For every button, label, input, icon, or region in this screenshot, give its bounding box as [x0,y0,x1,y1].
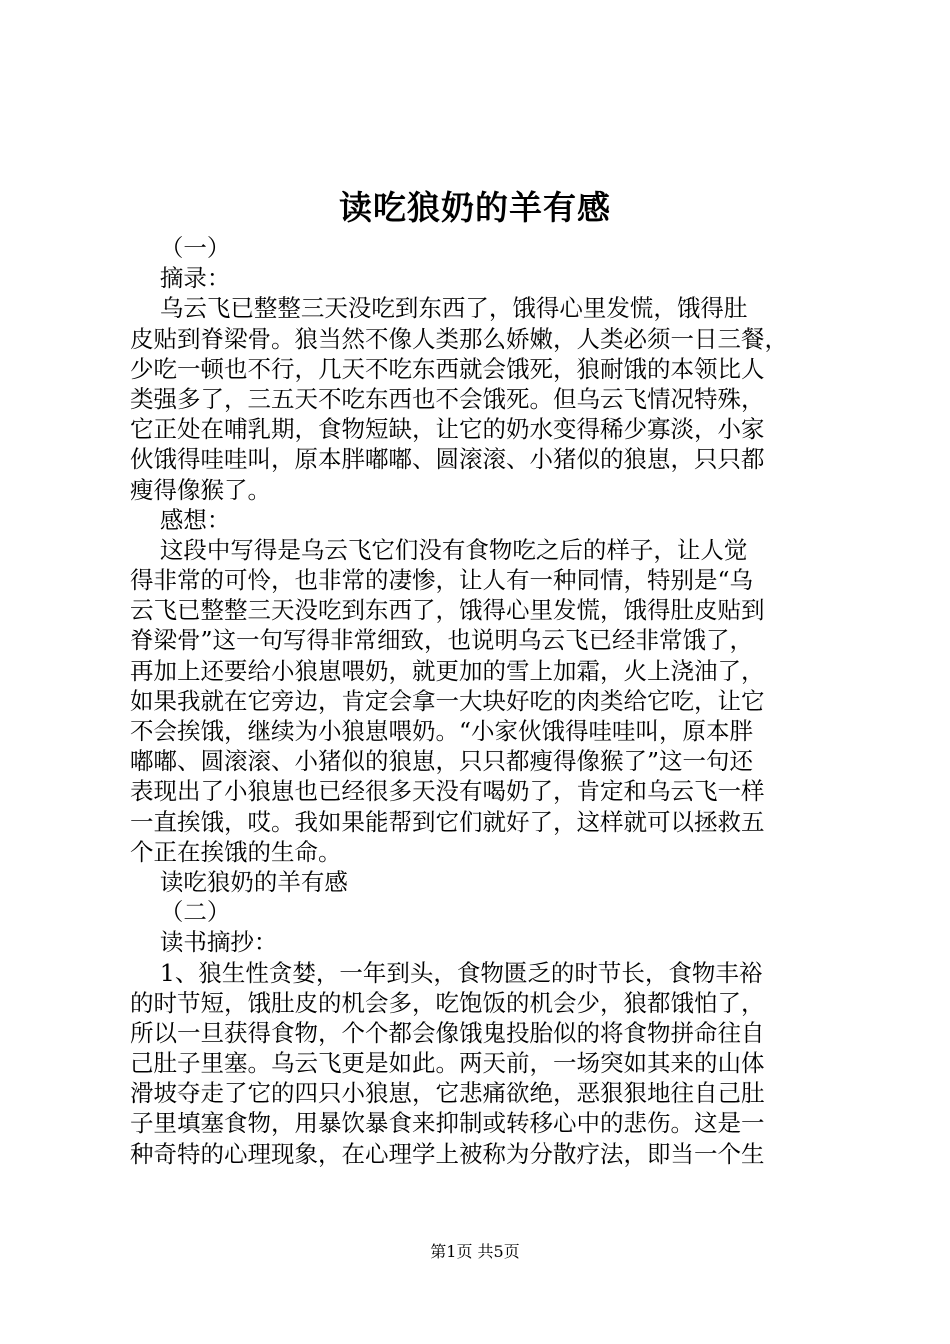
text-line: 再加上还要给小狼崽喂奶，就更加的雪上加霜，火上浇油了， [130,656,765,685]
text-line: 感想： [130,505,231,534]
text-line: 脊梁骨”这一句写得非常细致，也说明乌云飞已经非常饿了， [130,626,754,655]
text-line: 不会挨饿，继续为小狼崽喂奶。“小家伙饿得哇哇叫，原本胖 [130,717,754,745]
text-line: （二） [130,898,231,927]
text-line: 个正在挨饿的生命。 [130,837,342,866]
text-line: 表现出了小狼崽也已经很多天没有喝奶了，肯定和乌云飞一样 [130,777,765,806]
text-line: 乌云飞已整整三天没吃到东西了，饿得心里发慌，饿得肚 [130,294,748,323]
text-line: 一直挨饿，哎。我如果能帮到它们就好了，这样就可以拯救五 [130,807,765,836]
text-line: 如果我就在它旁边，肯定会拿一大块好吃的肉类给它吃，让它 [130,686,765,715]
text-line: 摘录： [130,264,231,293]
text-line: 这段中写得是乌云飞它们没有食物吃之后的样子，让人觉 [130,535,748,564]
page-footer: 第1页 共5页 [430,1242,520,1261]
text-line: 嘟嘟、圆滚滚、小猪似的狼崽，只只都瘦得像猴了”这一句还 [130,747,754,776]
document-title: 读吃狼奶的羊有感 [339,188,611,227]
text-line: 云飞已整整三天没吃到东西了，饿得心里发慌，饿得肚皮贴到 [130,596,765,625]
text-line: 读吃狼奶的羊有感 [130,867,348,896]
document-body [130,233,835,1169]
text-line: （一） [130,234,231,262]
text-line: 它正处在哺乳期，食物短缺，让它的奶水变得稀少寡淡，小家 [130,415,765,444]
text-line: 滑坡夺走了它的四只小狼崽，它悲痛欲绝，恶狠狠地往自己肚 [130,1079,765,1108]
text-line: 类强多了，三五天不吃东西也不会饿死。但乌云飞情况特殊， [130,384,765,413]
text-line: 瘦得像猴了。 [130,475,271,504]
text-line: 种奇特的心理现象，在心理学上被称为分散疗法，即当一个生 [130,1139,765,1168]
text-line: 皮贴到脊梁骨。狼当然不像人类那么娇嫩，人类必须一日三餐， [130,324,788,353]
text-line: 的时节短，饿肚皮的机会多，吃饱饭的机会少，狼都饿怕了， [130,988,765,1017]
text-line: 伙饿得哇哇叫，原本胖嘟嘟、圆滚滚、小猪似的狼崽，只只都 [130,445,765,474]
text-line: 己肚子里塞。乌云飞更是如此。两天前，一场突如其来的山体 [130,1049,765,1078]
text-line: 子里填塞食物，用暴饮暴食来抑制或转移心中的悲伤。这是一 [130,1109,765,1138]
text-line: 读书摘抄： [130,928,278,957]
text-line: 得非常的可怜，也非常的凄惨，让人有一种同情，特别是“乌 [130,566,754,595]
text-line: 少吃一顿也不行，几天不吃东西就会饿死，狼耐饿的本领比人 [130,354,765,383]
text-line: 1、狼生性贪婪，一年到头，食物匮乏的时节长，食物丰裕 [130,958,763,987]
text-line: 所以一旦获得食物，个个都会像饿鬼投胎似的将食物拼命往自 [130,1018,765,1047]
